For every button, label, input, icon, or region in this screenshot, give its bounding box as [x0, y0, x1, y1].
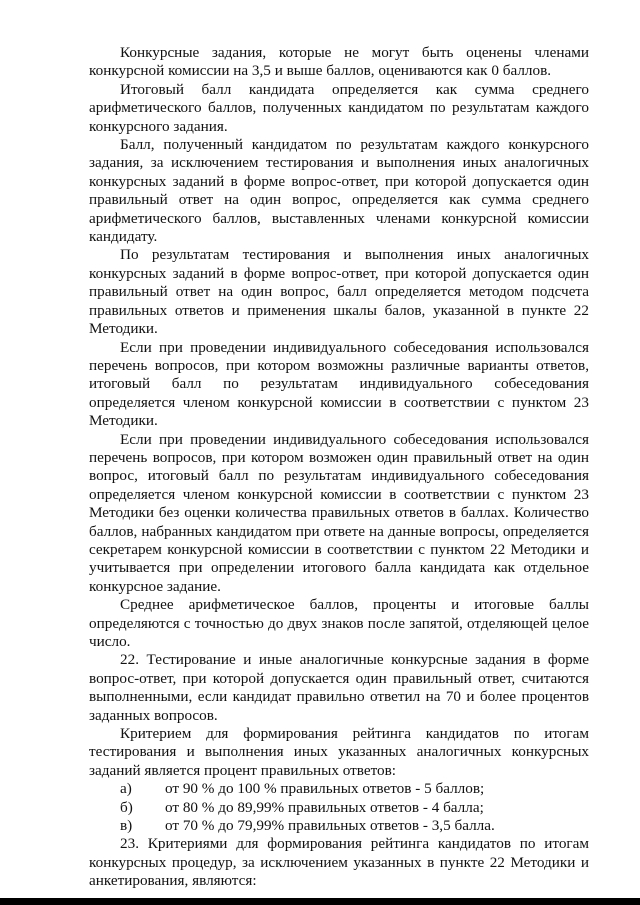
paragraph: Если при проведении индивидуального собеседования использовался перечень вопросов, при котором возможен один правильный ответ на один вопрос, итоговый балл по результатам индивидуального собеседования определяется членом конкурсной комиссии в соответствии с пунктом 23 Методики без оценки количества правильных ответов в баллах. Количество баллов, набранных кандидатом при ответе на данные вопросы, определяется секретарем конкурсной комиссии в соответствии с пунктом 22 Методики и учитывается при определении итогового балла кандидата как отдельное конкурсное задание. [89, 430, 589, 595]
list-item-text: от 70 % до 79,99% правильных ответов - 3,5 балла. [165, 817, 495, 835]
document-body [89, 44, 589, 891]
scale-item-b [89, 799, 589, 817]
paragraph: Конкурсные задания, которые не могут быть оценены членами конкурсной комиссии на 3,5 и выше баллов, оцениваются как 0 баллов. [89, 44, 589, 80]
list-item-text: от 80 % до 89,99% правильных ответов - 4 балла; [165, 798, 484, 816]
list-marker: в) [120, 817, 133, 835]
clause-22-paragraph: 22. Тестирование и иные аналогичные конкурсные задания в форме вопрос-ответ, при которой допускается один правильный ответ, считаются выполненными, если кандидат правильно ответил на 70 и более процентов заданных вопросов. [89, 651, 589, 724]
list-marker: а) [120, 780, 132, 798]
paragraph: Итоговый балл кандидата определяется как сумма среднего арифметического баллов, полученных кандидатом по результатам каждого конкурсного задания. [89, 80, 589, 135]
scan-edge-bar [0, 898, 640, 905]
paragraph: Среднее арифметическое баллов, проценты и итоговые баллы определяются с точностью до двух знаков после запятой, отделяющей целое число. [89, 596, 589, 650]
criteria-paragraph: Критерием для формирования рейтинга кандидатов по итогам тестирования и выполнения иных указанных аналогичных конкурсных заданий является процент правильных ответов: [89, 725, 589, 779]
clause-23-paragraph: 23. Критериями для формирования рейтинга кандидатов по итогам конкурсных процедур, за исключением указанных в пункте 22 Методики и анкетирования, являются: [89, 835, 589, 890]
paragraph: Балл, полученный кандидатом по результатам каждого конкурсного задания, за исключением тестирования и выполнения иных аналогичных конкурсных заданий в форме вопрос-ответ, при которой допускается один правильный ответ на один вопрос, определяется как сумма среднего арифметического баллов, выставленных членами конкурсной комиссии кандидату. [89, 136, 589, 246]
scale-item-a [89, 780, 589, 798]
paragraph: По результатам тестирования и выполнения иных аналогичных конкурсных заданий в форме вопрос-ответ, при которой допускается один правильный ответ на один вопрос, балл определяется методом подсчета правильных ответов и применения шкалы балов, указанной в пункте 22 Методики. [89, 246, 589, 338]
scale-item-c [89, 817, 589, 835]
list-marker: б) [120, 798, 133, 816]
paragraph: Если при проведении индивидуального собеседования использовался перечень вопросов, при котором возможны различные варианты ответов, итоговый балл по результатам индивидуального собеседования определяется членом конкурсной комиссии в соответствии с пунктом 23 Методики. [89, 338, 589, 430]
list-item-text: от 90 % до 100 % правильных ответов - 5 баллов; [165, 780, 485, 798]
